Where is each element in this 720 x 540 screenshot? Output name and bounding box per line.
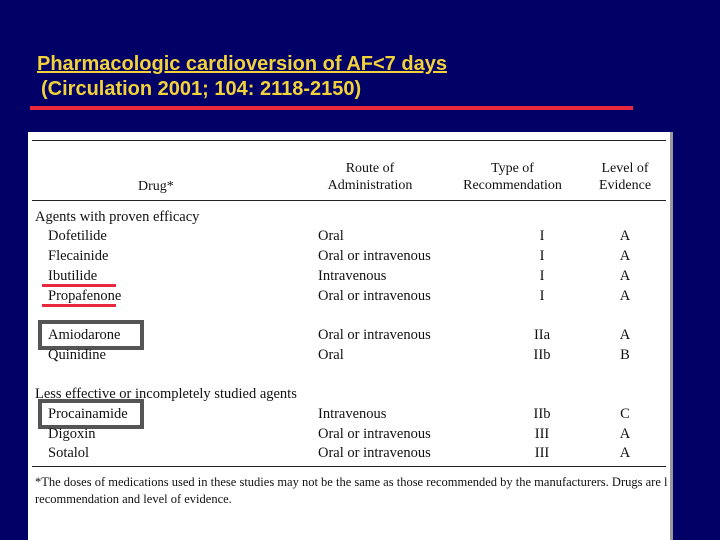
route: Oral or intravenous	[318, 248, 431, 264]
route: Oral or intravenous	[318, 288, 431, 304]
recommendation-type: III	[534, 445, 550, 461]
header-level	[593, 160, 657, 194]
route: Oral	[318, 228, 344, 244]
header-route	[315, 160, 425, 194]
recommendation-type: I	[539, 268, 545, 284]
recommendation-table	[28, 132, 670, 540]
table-header-rule	[32, 200, 666, 201]
evidence-level: C	[620, 406, 630, 422]
table-row	[28, 226, 670, 246]
table-bottom-rule	[32, 466, 666, 467]
table-row	[28, 443, 670, 463]
recommendation-type: I	[539, 228, 545, 244]
slide-title-citation: (Circulation 2001; 104: 2118-2150)	[41, 78, 362, 100]
recommendation-type: IIb	[533, 347, 551, 363]
route: Oral or intravenous	[318, 327, 431, 343]
evidence-level: A	[619, 445, 631, 461]
evidence-level: A	[619, 268, 631, 284]
drug-name: Ibutilide	[48, 268, 98, 284]
slide-title	[37, 52, 447, 102]
evidence-level: A	[619, 288, 631, 304]
header-level-line2: Evidence	[598, 178, 652, 193]
recommendation-type: III	[534, 426, 550, 442]
group-label: Agents with proven efficacy	[35, 209, 200, 225]
header-type-line1: Type of	[491, 161, 534, 176]
table-row	[28, 404, 670, 424]
footnote-line1: *The doses of medications used in these studies may not be the same as those recommended by the manufacturers. Drugs are l	[35, 475, 668, 489]
recommendation-type: IIa	[533, 327, 551, 343]
drug-name: Amiodarone	[48, 327, 121, 343]
drug-name: Sotalol	[48, 445, 90, 461]
header-drug: Drug*	[138, 179, 174, 194]
header-type	[455, 160, 570, 194]
drug-name: Dofetilide	[48, 228, 107, 244]
recommendation-type: IIb	[533, 406, 551, 422]
header-level-line1: Level of	[601, 161, 649, 176]
table-row	[28, 266, 670, 286]
table-row	[28, 325, 670, 345]
table-row	[28, 246, 670, 266]
route: Oral or intravenous	[318, 445, 431, 461]
header-route-line2: Administration	[327, 178, 413, 193]
table-row	[28, 345, 670, 365]
table-top-rule	[32, 140, 666, 141]
drug-name: Quinidine	[48, 347, 106, 363]
route: Intravenous	[318, 406, 387, 422]
evidence-level: A	[619, 228, 631, 244]
slide-title-line1: Pharmacologic cardioversion of AF<7 days	[37, 53, 447, 75]
group-label-row	[28, 207, 670, 227]
header-type-line2: Recommendation	[463, 178, 562, 193]
table-footnote	[35, 474, 670, 508]
recommendation-type: I	[539, 248, 545, 264]
footnote-line2: recommendation and level of evidence.	[35, 492, 232, 506]
route: Oral	[318, 347, 344, 363]
table-row	[28, 286, 670, 306]
table-row	[28, 424, 670, 444]
title-divider	[30, 106, 633, 110]
evidence-level: A	[619, 426, 631, 442]
recommendation-type: I	[539, 288, 545, 304]
drug-name: Flecainide	[48, 248, 109, 264]
header-route-line1: Route of	[345, 161, 395, 176]
highlight-underline	[42, 304, 116, 307]
route: Intravenous	[318, 268, 387, 284]
route: Oral or intravenous	[318, 426, 431, 442]
evidence-level: B	[620, 347, 630, 363]
drug-name: Procainamide	[48, 406, 128, 422]
evidence-level: A	[619, 327, 631, 343]
panel-edge	[670, 132, 673, 540]
drug-name: Propafenone	[48, 288, 122, 304]
group-label: Less effective or incompletely studied agents	[35, 386, 297, 402]
evidence-level: A	[619, 248, 631, 264]
drug-name: Digoxin	[48, 426, 96, 442]
